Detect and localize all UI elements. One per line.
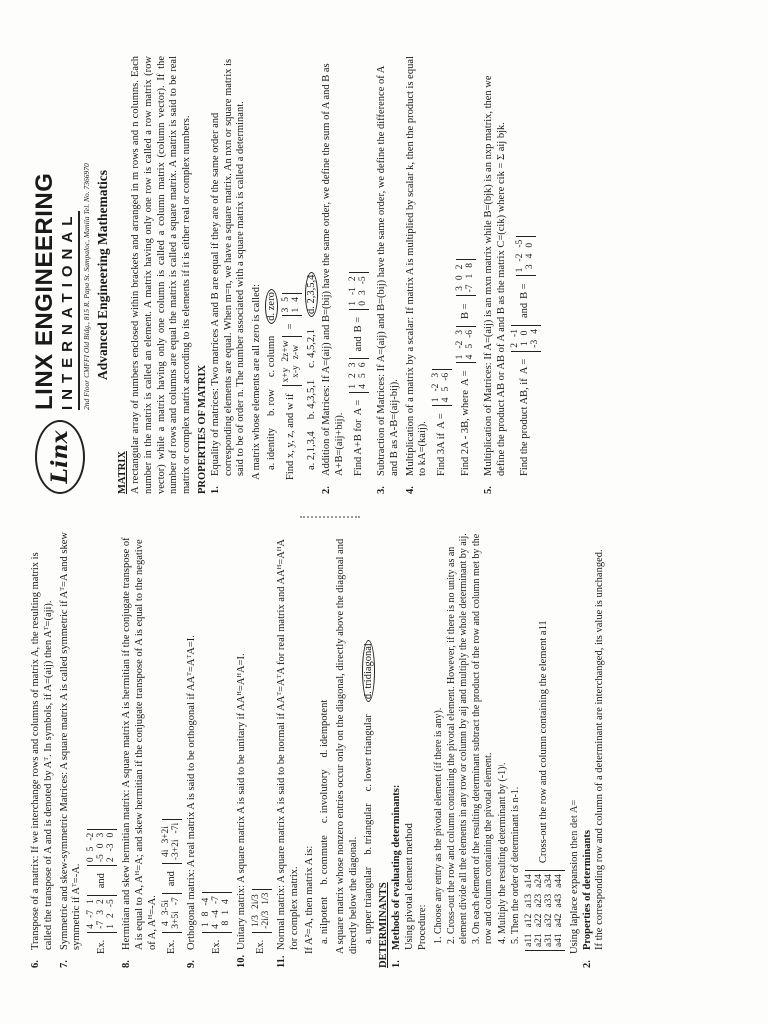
- matrix-skew-symmetric: 0 5 -2 -5 0 3 2 -3 0: [87, 829, 117, 866]
- properties-heading: PROPERTIES OF MATRIX: [196, 364, 208, 494]
- item-transpose: 6. Transpose of a matrix: If we interchange rows and columns of matrix A, the resulting matrix is called the transpose of A and is denoted by Aᵀ. In symbols, if A=(aij) then Aᵀ=(aji).: [30, 552, 54, 968]
- item-symmetric: 7. Symmetric and skew-symmetric Matrices: A square matrix A is called symmetric if Aᵀ=A and skew symmetric if Aᵀ=-A.: [58, 532, 83, 968]
- matrix-symmetric: 4 -7 1 -7 3 2 1 2 -5: [87, 895, 117, 932]
- matrix-skew-hermitian: 4i 3+2i -3+2i -7i: [162, 819, 182, 864]
- item-normal: 11. Normal matrix: A square matrix A is said to be normal if AAᵀ=AᵀA for real matrix and AAᴴ=AᴴA for complex matrix.: [275, 539, 300, 968]
- page-title: Advanced Engineering Mathematics: [94, 170, 110, 380]
- circled-answer: d. tridiagonal: [363, 640, 376, 702]
- company-division: INTERNATIONAL: [59, 211, 79, 410]
- matrix-unitary: 1/3 2i/3 -2i/3 1/3: [252, 889, 272, 933]
- matrix-heading: MATRIX: [117, 451, 129, 494]
- matrix-definition: A rectangular array of numbers enclosed within brackets and arranged in m rows and n columns. Each number in the matrix is called an element. A matrix having only one row is called a row matrix (row vector) while a matrix having only one column is called a column matrix (column vector). If the number of rows and columns are equal the matrix is called a square matrix. A matrix is said to be real matrix or complex matrix according to its elements if it is either real or complex numbers.: [129, 56, 193, 494]
- item-hermitian: 8. Hermitian and skew hermitian matrix: A square matrix A is hermitian if the conjugate transpose of A is equal to A, Aᴴ=A; and skew hermitian if the conjugate transpose of A is equal to the negative of A, Aᴴ=-A.: [121, 537, 158, 968]
- question-zero-matrix: A matrix whose elements are all zero is called: a. identity b. row c. column d. zero Find x, y, z, and w if x+y 2z+w x-y z-w = 3 5 1 4 a. 2,1,3,4 b. 4,3,5,1 c. 4,5,2,1 d. 2,3,5,4: [251, 56, 318, 480]
- letterhead: [30, 56, 91, 494]
- item-orthogonal: 9. Orthogonal matrix: A real matrix A is said to be orthogonal if AAᵀ=AᵀA=I.: [186, 635, 198, 968]
- procedure-steps: 1. Choose any entry as the pivotal element (if there is any). 2. Cross-out the row and column containing the pivotal element. However, if there is no unity as an element divide all the elements in any row or column by aij and multiply the whole determinant by aij. 3. On each element of the resulting determinant subtract the product of the row and column met by the row and column containing the pivotal element. 4. Multiply the resulting determinant by (-1)ʲ. 5. Then the order of determinant is n-1.: [432, 533, 521, 944]
- example-symmetric: Ex. 4 -7 1 -7 3 2 1 2 -5 and 0 5 -2 -5 0 3 2 -3 0: [87, 530, 117, 954]
- item-unitary: 10. Unitary matrix: A square matrix A is said to be unitary if AAᴴ=AᴴA=I.: [236, 653, 248, 968]
- determinant-4x4: a11 a12 a13 a14 a21 a22 a23 a24 a31 a32 a33 a34 a41 a42 a43 a44: [525, 870, 565, 951]
- det-example: a11 a12 a13 a14 a21 a22 a23 a24 a31 a32 a33 a34 a41 a42 a43 a44 Cross-out the row and column containing the element a11: [525, 530, 565, 954]
- left-column: 6. Transpose of a matrix: If we interchange rows and columns of matrix A, the resulting matrix is called the transpose of A and is denoted by Aᵀ. In symbols, if A=(aij) then Aᵀ=(aji). 7. Symmetric and skew-symmetric Matrices: A square matrix A is called symmetric if Aᵀ=A and skew symmetric if Aᵀ=-A. Ex. 4 -7 1 -7 3 2 1 2 -5 and 0 5 -2 -5 0 3 2 -3 0 8. Hermitian and skew hermitian matrix: A square matrix A is hermitian if the conjugate transpose of A is equal to A, Aᴴ=A; and skew hermitian if the conjugate transpose of A is equal to the negative of A, Aᴴ=-A. Ex. 4 3-5i 3+5i -7 and 4i 3+2i -3+2i -7i 9. Orthogonal matrix: A real matrix A is said to be orthogonal if AAᵀ=AᵀA=I. Ex. 1 8 -4 4 -4 -7 8 1 4 10. Unitary matrix: A square matrix A is said to be unitary if AAᴴ=AᴴA=I. Ex. 1/3 2i/3 -2i/3 1/3 11. Normal matrix: A square matrix A is said to be normal if AAᵀ=AᵀA for real matrix and AAᴴ=AᴴA for complex matrix. If A²=A, then matrix A is: a. nilpotent b. commute c. involutory d. idempotent A square matrix whose nonzero entries occur only on the diagonal, directly above the diagonal and directly below the diagonal. a. upper triangular b. triangular c. lower triangular d. tridiagonal DETERMINANTS 1. Methods of evaluating determinants: Using pivotal element method Procedure: 1. Choose any entry as the pivotal element (if there is any). 2. Cross-out the row and column containing the pivotal element. However, if there is no unity as an element divide all the elements in any row or column by aij and multiply the whole determinant by aij. 3. On each element of the resulting determinant subtract the product of the row and column met by the row and column containing the pivotal element. 4. Multiply the resulting determinant by (-1)ʲ. 5. Then the order of determinant is n-1. a11 a12 a13 a14 a21 a22 a23 a24 a31 a32 a33 a34 a41 a42 a43 a44 Cross-out the row and column containing the element a11 Using laplace expansion then det A= 2. Properties of determinants If the corresponding row and column of a determinant are interchanged, its value is unchanged.: [0, 512, 768, 1024]
- determinants-heading: DETERMINANTS: [378, 882, 390, 968]
- company-address: 2nd Floor CMFFI Old Bldg., 815 R. Papa St. Sampaloc, Manila Tel. No. 7366970: [81, 163, 91, 410]
- right-column: Linx LINX ENGINEERING INTERNATIONAL 2nd Floor CMFFI Old Bldg., 815 R. Papa St. Sampaloc, Manila Tel. No. 7366970 Advanced Engineering Mathematics MATRIX A rectangular array of numbers enclosed within brackets and arranged in m rows and n columns. Each number in the matrix is called an element. A matrix having only one row is called a row matrix (row vector) while a matrix having only one column is called a column matrix (column vector). If the number of rows and columns are equal the matrix is called a square matrix. A matrix is said to be real matrix or complex matrix according to its elements if it is either real or complex numbers. PROPERTIES OF MATRIX 1. Equality of matrices: Two matrices A and B are equal if they are of the same order and corresponding elements are equal. When m=n, we have a square matrix. An nxn or square matrix is said to be of order n. The number associated with a square matrix is called a determinant. A matrix whose elements are all zero is called: a. identity b. row c. column d. zero Find x, y, z, and w if x+y 2z+w x-y z-w = 3 5 1 4 a. 2,1,3,4 b. 4,3,5,1 c. 4,5,2,1 d. 2,3,5,4 2. Addition of Matrices: If A=(aij) and B=(bij) have the same order, we define the sum of A and B as A+B=(aij+bij). Find A+B for A = 1 2 3 4 5 6 and B = 1 -1 2 0 3 -5 3. Subtraction of Matrices: If A=(aij) and B=(bij) have the same order, we define the difference of A and B as A-B=(aij-bij). 4. Multiplication of a matrix by a scalar: If matrix A is multiplied by scalar k, then the product is equal to kA=(kaij). Find 3A if A = 1 -2 3 4 5 -6 Find 2A - 3B, where A = 1 -2 3 4 5 -6 B = 3 0 2 -7 1 8 5. Multiplication of Matrices: If A=(aij) is an mxn matrix while B=(bjk) is an nxp matrix, then we define the product AB or AB of A and B as the matrix C=(cik) where cik = Σ aij bjk. Find the product AB, if A = 2 -1 1 0 -3 4 and B = 1 -2 -5 3 4 0: [31, 56, 540, 494]
- circled-answer: d. zero: [266, 289, 279, 324]
- question-idempotent: If A²=A, then matrix A is: a. nilpotent b. commute c. involutory d. idempotent A square matrix whose nonzero entries occur only on the diagonal, directly above the diagonal and directly below the diagonal. a. upper triangular b. triangular c. lower triangular d. tridiagonal: [304, 538, 374, 954]
- example-unitary: Ex. 1/3 2i/3 -2i/3 1/3: [252, 530, 272, 954]
- matrix-orthogonal: 1 8 -4 4 -4 -7 8 1 4: [202, 892, 232, 933]
- example-orthogonal: Ex. 1 8 -4 4 -4 -7 8 1 4: [202, 530, 232, 954]
- example-hermitian: Ex. 4 3-5i 3+5i -7 and 4i 3+2i -3+2i -7i: [162, 530, 182, 954]
- circled-answer: d. 2,3,5,4: [306, 272, 319, 317]
- linx-logo: Linx: [35, 420, 85, 494]
- matrix-hermitian: 4 3-5i 3+5i -7: [162, 893, 182, 932]
- binding-dots: [300, 512, 360, 518]
- company-name: LINX ENGINEERING: [31, 172, 58, 410]
